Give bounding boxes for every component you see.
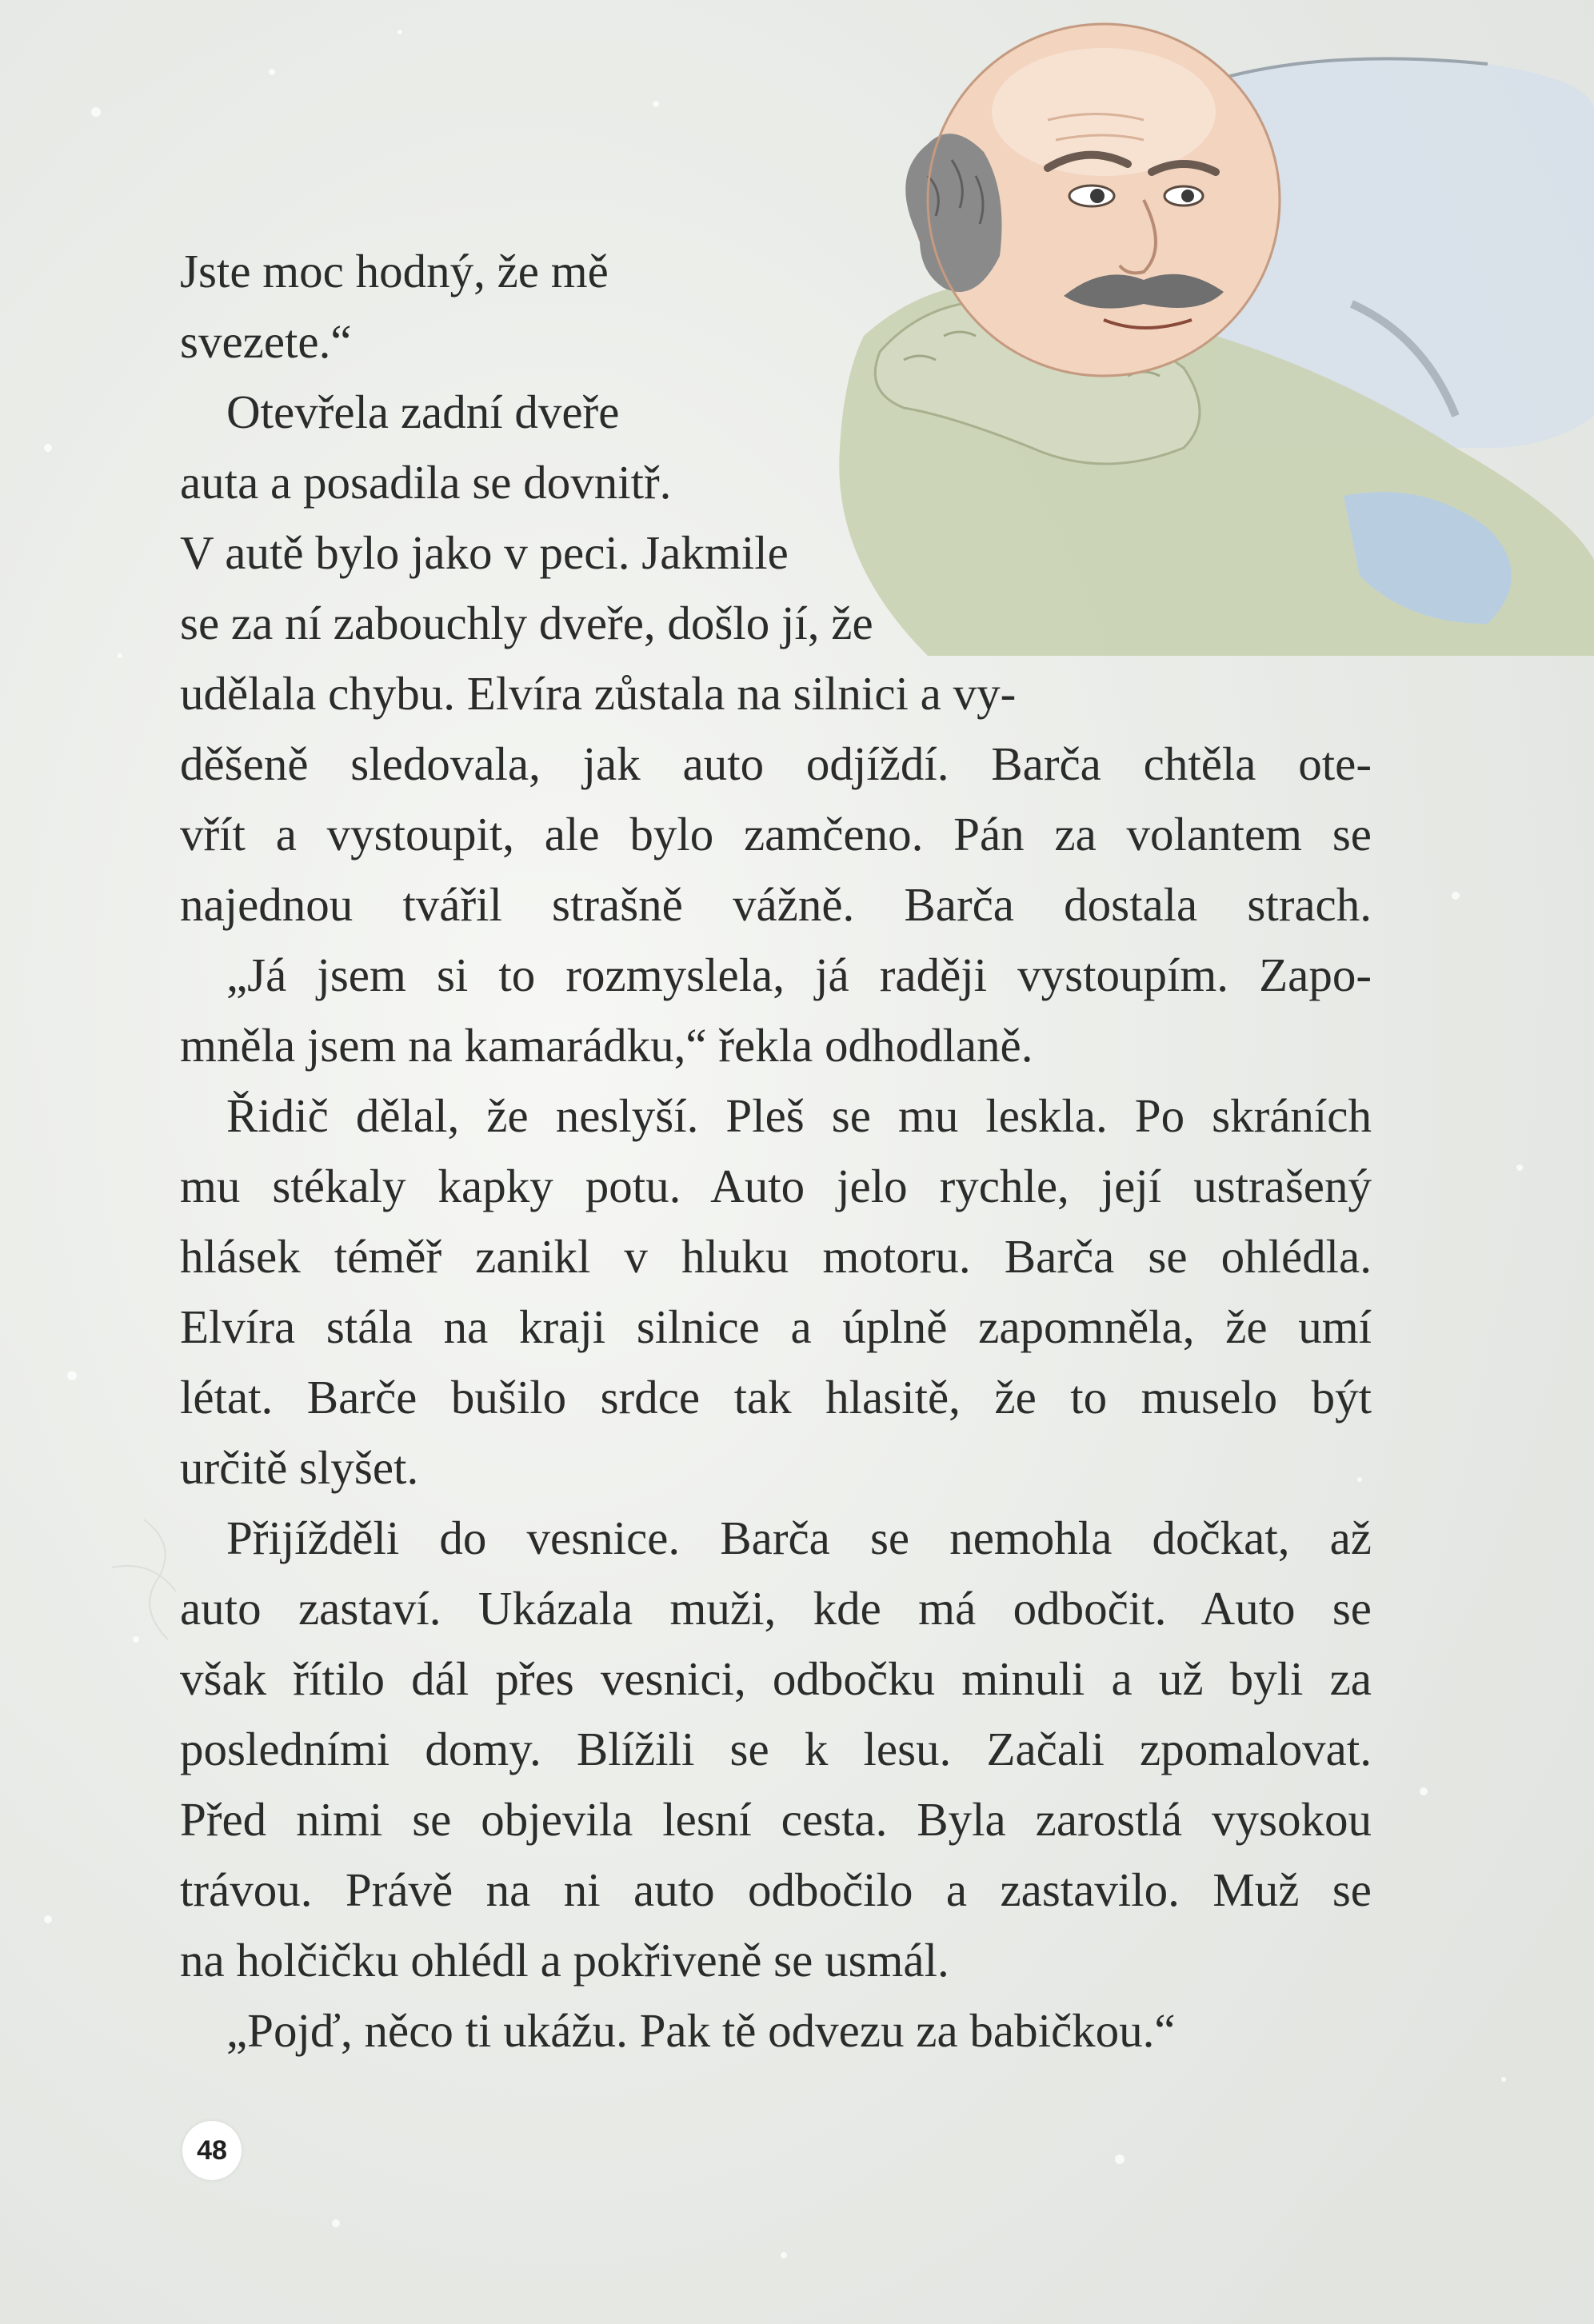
text-line: Řidič dělal, že neslyší. Pleš se mu leskla. Po skráních bbox=[226, 1089, 1372, 1142]
story-text bbox=[180, 236, 1372, 2066]
text-line: auto zastaví. Ukázala muži, kde má odbočit. Auto se bbox=[180, 1582, 1372, 1635]
text-line: auta a posadila se dovnitř. bbox=[180, 456, 672, 509]
text-line: svezete.“ bbox=[180, 315, 352, 368]
text-line: létat. Barče bušilo srdce tak hlasitě, že to muselo být bbox=[180, 1371, 1372, 1424]
text-line: hlásek téměř zanikl v hluku motoru. Barča se ohlédla. bbox=[180, 1230, 1372, 1283]
page-number-badge: 48 bbox=[182, 2121, 242, 2180]
text-line: V autě bylo jako v peci. Jakmile bbox=[180, 526, 789, 579]
text-line: mněla jsem na kamarádku,“ řekla odhodlaně. bbox=[180, 1019, 1033, 1072]
text-line: Elvíra stála na kraji silnice a úplně zapomněla, že umí bbox=[180, 1300, 1372, 1353]
text-line: děšeně sledovala, jak auto odjíždí. Barča chtěla ote- bbox=[180, 737, 1372, 790]
text-line: trávou. Právě na ni auto odbočilo a zastavilo. Muž se bbox=[180, 1863, 1372, 1916]
text-line: najednou tvářil strašně vážně. Barča dostala strach. bbox=[180, 878, 1372, 931]
text-line: určitě slyšet. bbox=[180, 1441, 419, 1494]
text-line: „Pojď, něco ti ukážu. Pak tě odvezu za babičkou.“ bbox=[226, 2004, 1176, 2057]
text-line: mu stékaly kapky potu. Auto jelo rychle, její ustrašený bbox=[180, 1160, 1372, 1212]
text-line: „Já jsem si to rozmyslela, já raději vystoupím. Zapo- bbox=[226, 948, 1372, 1001]
text-line: však řítilo dál přes vesnici, odbočku minuli a už byli za bbox=[180, 1652, 1372, 1705]
text-line: posledními domy. Blížili se k lesu. Začali zpomalovat. bbox=[180, 1723, 1372, 1775]
text-line: Před nimi se objevila lesní cesta. Byla zarostlá vysokou bbox=[180, 1793, 1372, 1846]
text-line: Jste moc hodný, že mě bbox=[180, 245, 609, 297]
text-line: vřít a vystoupit, ale bylo zamčeno. Pán za volantem se bbox=[180, 808, 1372, 861]
text-line: udělala chybu. Elvíra zůstala na silnici a vy- bbox=[180, 667, 1017, 720]
text-line: na holčičku ohlédl a pokřiveně se usmál. bbox=[180, 1934, 949, 1987]
text-line: se za ní zabouchly dveře, došlo jí, že bbox=[180, 597, 873, 649]
text-line: Otevřela zadní dveře bbox=[226, 385, 620, 438]
text-line: Přijížděli do vesnice. Barča se nemohla dočkat, až bbox=[226, 1511, 1372, 1564]
